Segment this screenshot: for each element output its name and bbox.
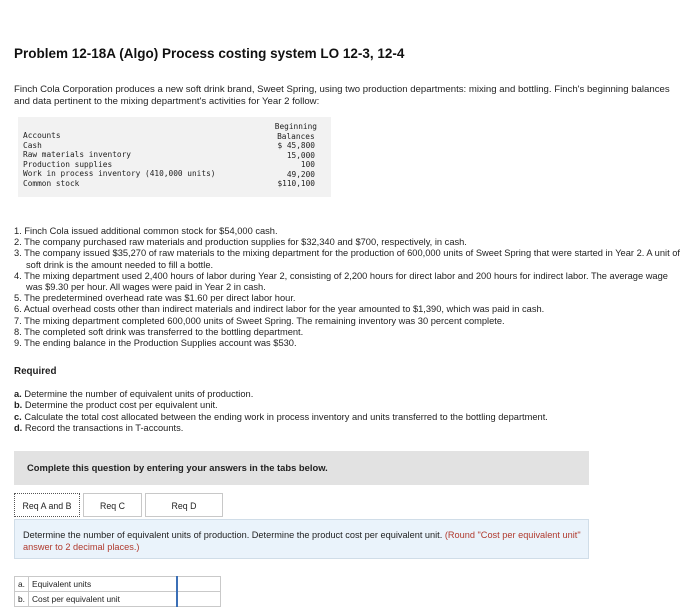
cost-per-equivalent-unit-input[interactable] [178, 592, 220, 606]
account-values [277, 141, 315, 189]
rounding-note: (Round "Cost per equivalent unit" answer to 2 decimal places.) [23, 530, 581, 552]
tab-req-d[interactable]: Req D [145, 493, 223, 517]
intro-text: Finch Cola Corporation produces a new soft drink brand, Sweet Spring, using two production departments: mixing and bottling. Finch's beginning balances and data pertinent to the mixing department's activities for Year 2 follow: [14, 84, 670, 107]
transaction-item: 3. The company issued $35,270 of raw materials to the mixing department for the production of 600,000 units of Sweet Spring that were started in Year 2. A unit of soft drink is the amount needed to fill a bottle. [14, 248, 680, 270]
equivalent-units-input[interactable] [178, 577, 220, 591]
transaction-item: 1. Finch Cola issued additional common stock for $54,000 cash. [14, 226, 278, 236]
transaction-item: 2. The company purchased raw materials and production supplies for $32,340 and $700, respectively, in cash. [14, 237, 467, 248]
transaction-item: 7. The mixing department completed 600,000 units of Sweet Spring. The remaining inventory was 30 percent complete. [14, 315, 505, 326]
account-value: 49,200 [286, 169, 315, 179]
account-name: Work in process inventory (410,000 units) [23, 169, 216, 179]
account-name: Cash [23, 140, 42, 150]
required-list [14, 389, 690, 435]
answer-cell [177, 592, 220, 607]
answer-label: Cost per equivalent unit [29, 592, 178, 607]
required-letter: c. [14, 411, 22, 422]
complete-text: Complete this question by entering your answers in the tabs below. [27, 462, 328, 473]
account-name: Production supplies [23, 159, 113, 169]
required-heading: Required [14, 366, 57, 377]
transaction-item: 4. The mixing department used 2,400 hours of labor during Year 2, consisting of 2,200 hours for direct labor and 200 hours for indirect labor. The average wage was $9.30 per hour. All wages were paid in Year 2 in cash. [14, 270, 668, 293]
account-value: 100 [300, 160, 315, 170]
transaction-item: 9. The ending balance in the Production Supplies account was $530. [14, 338, 297, 349]
header-line-2: Balances [277, 131, 315, 141]
header-line-1: Beginning [274, 122, 317, 131]
transactions-list [14, 226, 686, 349]
balances-header [275, 122, 317, 141]
transaction-item: 5. The predetermined overhead rate was $1.60 per direct labor hour. [14, 293, 296, 304]
instruction-text [23, 530, 583, 553]
accounts-table [18, 117, 331, 197]
required-text: Determine the product cost per equivalent unit. [24, 400, 218, 411]
instructions-banner [14, 451, 589, 485]
instruction-main: Determine the number of equivalent units of production. Determine the product cost per equivalent unit. [23, 530, 443, 540]
required-text: Record the transactions in T-accounts. [24, 423, 184, 434]
account-name: Common stock [23, 178, 80, 188]
required-item [14, 400, 690, 411]
tab-req-c[interactable]: Req C [83, 493, 142, 517]
required-item [14, 412, 690, 423]
account-name: Raw materials inventory [23, 150, 131, 160]
answer-label: Equivalent units [29, 577, 178, 592]
answer-row [15, 592, 221, 607]
account-value: 15,000 [286, 150, 315, 160]
required-text: Determine the number of equivalent units of production. [24, 389, 254, 399]
problem-title: Problem 12-18A (Algo) Process costing system LO 12-3, 12-4 [14, 46, 405, 61]
answer-letter: a. [15, 577, 29, 592]
required-letter: a. [14, 389, 22, 399]
accounts-label: Accounts [23, 131, 61, 140]
required-text: Calculate the total cost allocated between the ending work in process inventory and units transferred to the bottling department. [24, 411, 548, 422]
answer-table [14, 576, 221, 607]
answer-letter: b. [15, 592, 29, 607]
required-item [14, 423, 690, 434]
transaction-item: 6. Actual overhead costs other than indirect materials and indirect labor for the year amounted to $1,390, which was paid in cash. [14, 304, 545, 315]
answer-row [15, 577, 221, 592]
transaction-item: 8. The completed soft drink was transferred to the bottling department. [14, 326, 304, 337]
tab-req-a-and-b[interactable]: Req A and B [14, 493, 80, 517]
tab-instructions [14, 519, 589, 559]
required-letter: b. [14, 400, 23, 411]
answer-cell [177, 577, 220, 592]
account-names [23, 131, 215, 189]
required-letter: d. [14, 423, 23, 434]
account-value: $ 45,800 [277, 141, 315, 150]
required-item [14, 389, 690, 400]
account-value: $110,100 [277, 179, 315, 189]
